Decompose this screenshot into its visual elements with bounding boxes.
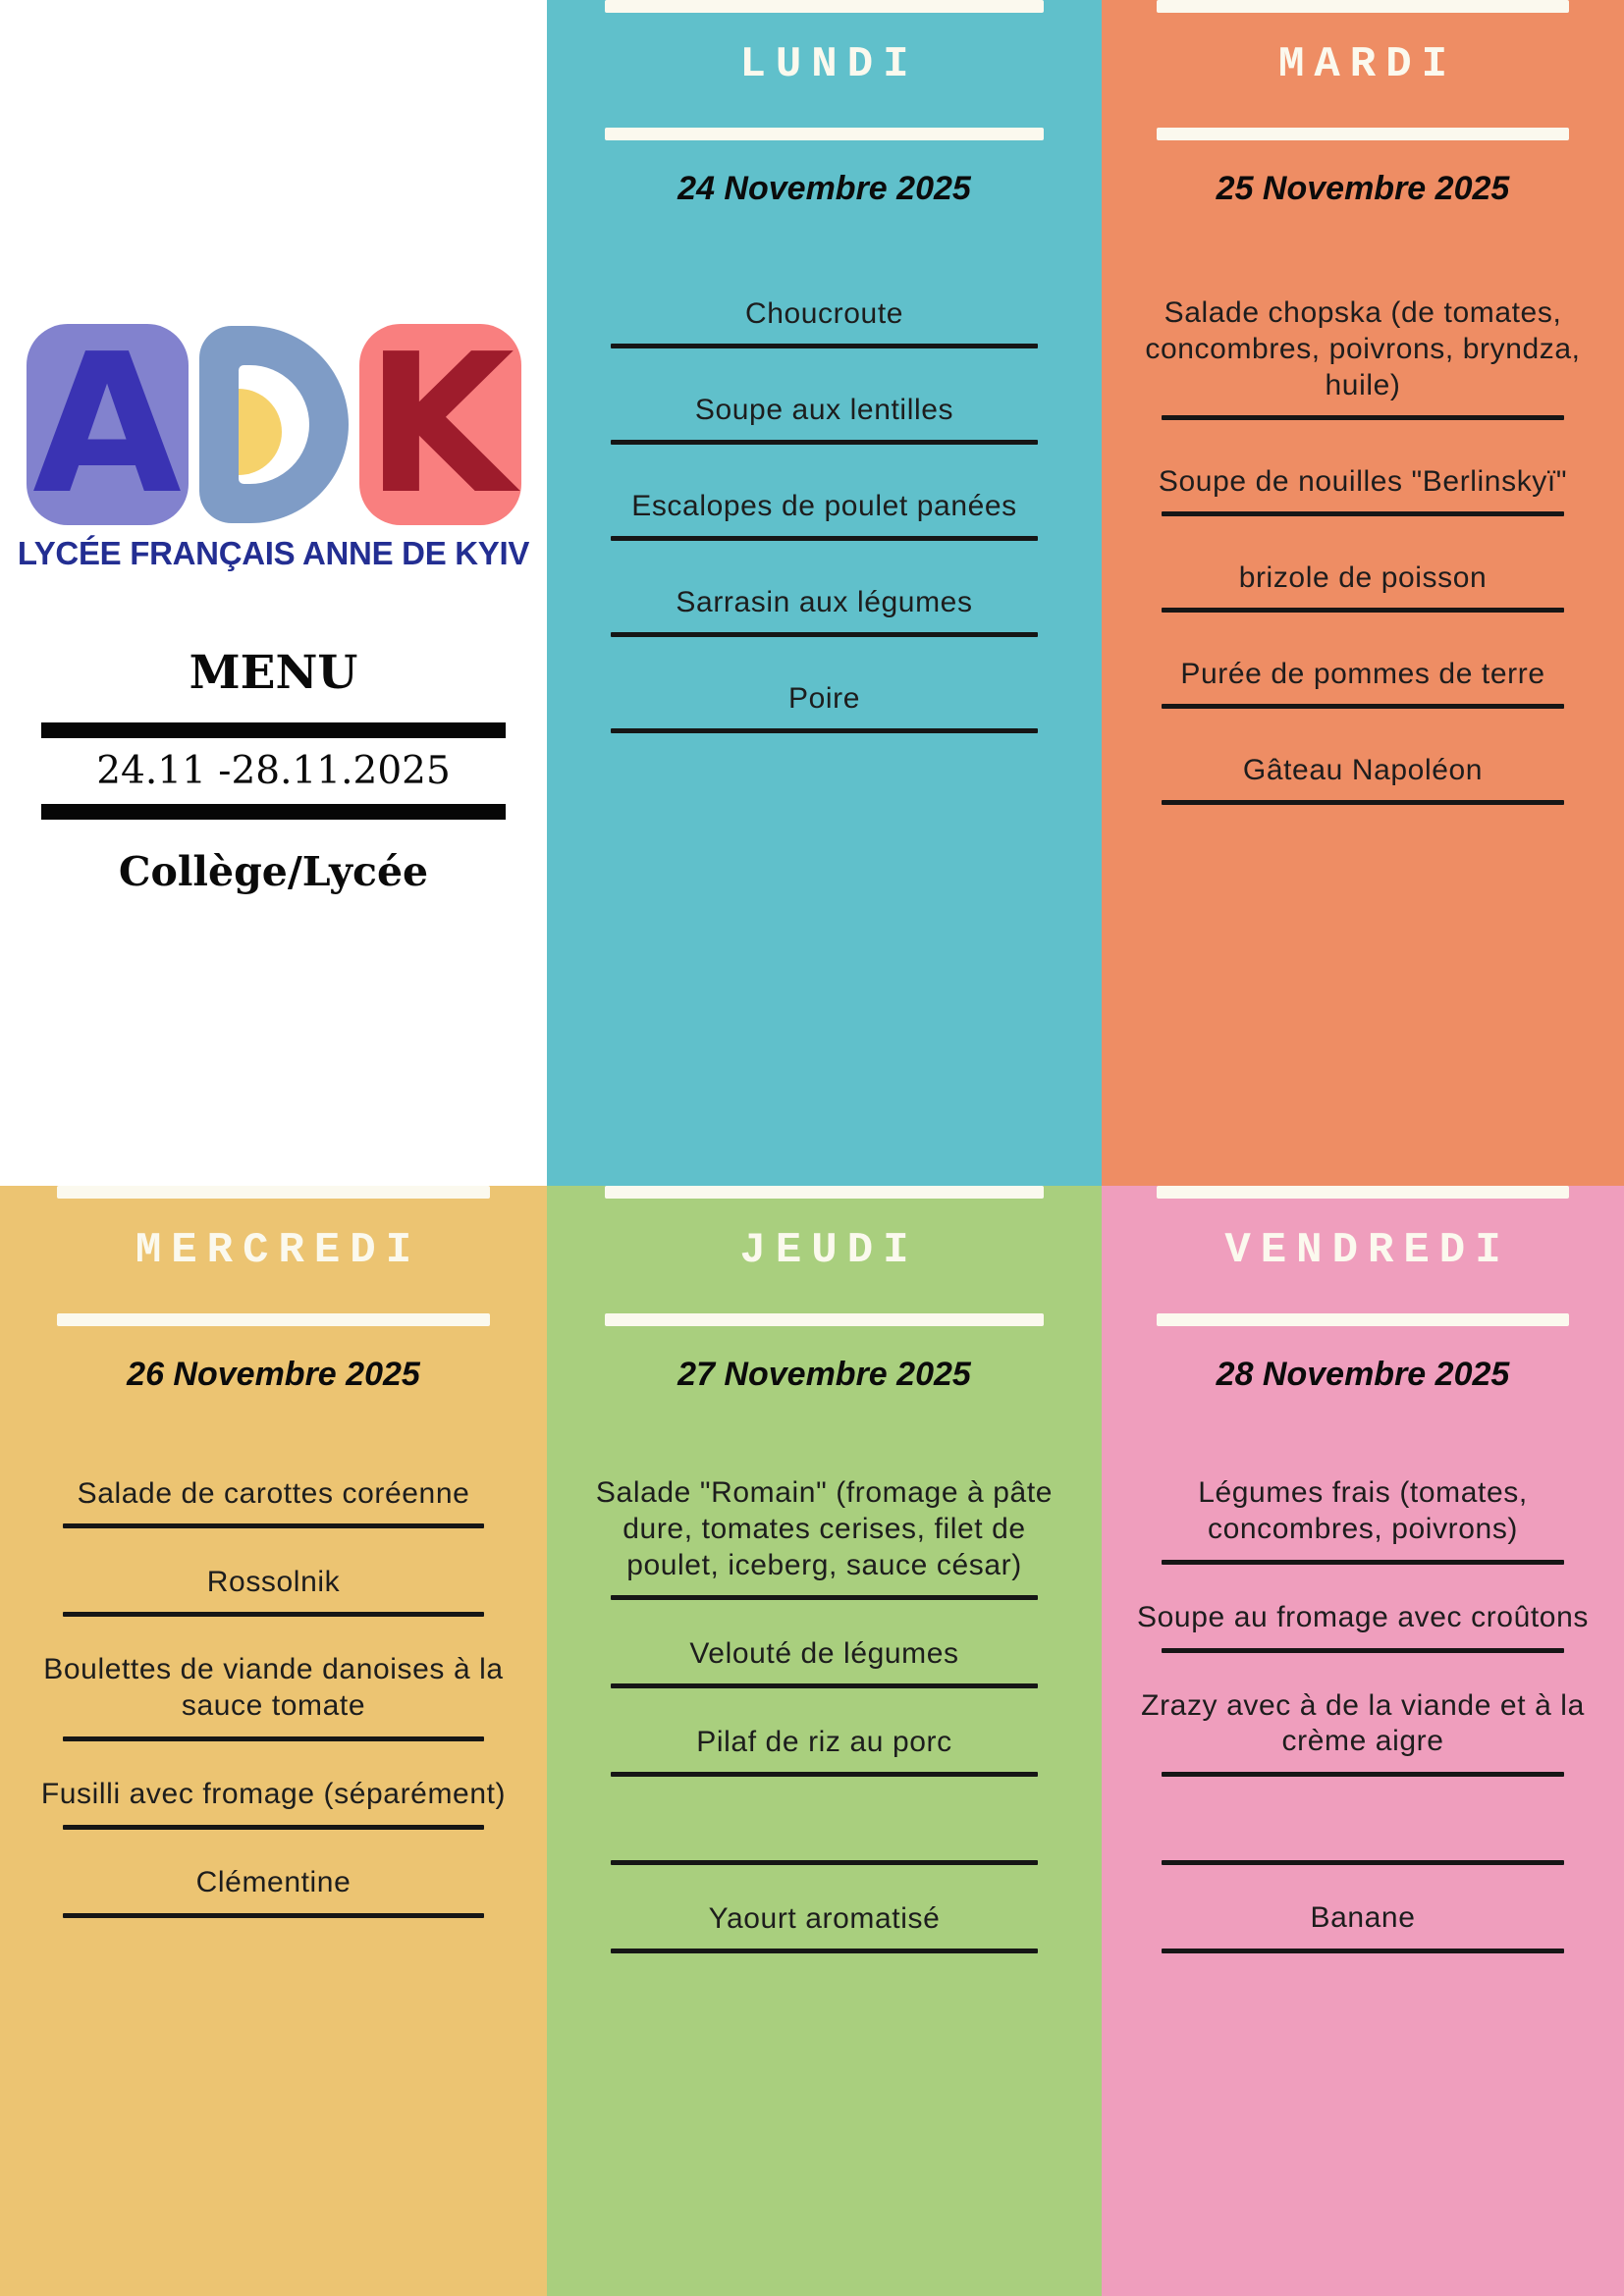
day-title-mardi: MARDI xyxy=(1277,40,1458,89)
menu-item-rule xyxy=(1162,415,1564,420)
menu-item xyxy=(1102,560,1624,613)
menu-item xyxy=(0,1865,547,1918)
menu-item-rule xyxy=(63,1523,484,1528)
menu-item-rule xyxy=(63,1825,484,1830)
day-date: 27 Novembre 2025 xyxy=(677,1356,971,1393)
menu-item-rule xyxy=(1162,1860,1564,1865)
day-title-vendredi: VENDREDI xyxy=(1224,1226,1511,1275)
menu-item-rule xyxy=(611,1595,1038,1600)
menu-item-text: Fusilli avec fromage (séparément) xyxy=(40,1777,507,1810)
menu-item-text: Banane xyxy=(1310,1901,1416,1935)
logo-letter-d xyxy=(199,324,349,525)
menu-item-text: Sarrasin aux légumes xyxy=(676,585,973,618)
menu-item-empty xyxy=(547,1812,1102,1865)
menu-item xyxy=(547,295,1102,348)
menu-item-text: Soupe de nouilles "Berlinskyï" xyxy=(1158,464,1568,498)
menu-item xyxy=(1102,463,1624,516)
menu-item xyxy=(1102,1600,1624,1653)
day-date: 28 Novembre 2025 xyxy=(1216,1356,1510,1393)
menu-item-rule xyxy=(1162,1648,1564,1653)
menu-items xyxy=(1102,295,1624,805)
menu-item-text: Boulettes de viande danoises à la sauce tomate xyxy=(43,1653,504,1722)
menu-item xyxy=(0,1564,547,1617)
menu-item-rule xyxy=(1162,704,1564,709)
menu-items xyxy=(547,1475,1102,1953)
menu-item-text: Choucroute xyxy=(744,296,904,330)
menu-item xyxy=(1102,752,1624,805)
day-date: 25 Novembre 2025 xyxy=(1216,170,1510,207)
menu-item xyxy=(0,1475,547,1528)
logo-letter-a-tile xyxy=(27,312,189,537)
menu-item xyxy=(1102,1475,1624,1564)
menu-item-rule xyxy=(1162,608,1564,613)
menu-item xyxy=(1102,295,1624,420)
school-logo xyxy=(0,312,547,537)
menu-item xyxy=(0,1777,547,1830)
panel-info xyxy=(0,0,547,1186)
menu-item-rule xyxy=(611,1772,1038,1777)
title-rule-top xyxy=(41,722,506,738)
menu-item-rule xyxy=(611,344,1038,348)
header-rule-top xyxy=(1157,1186,1569,1199)
menu-item-rule xyxy=(1162,1560,1564,1565)
menu-item-text: brizole de poisson xyxy=(1238,561,1488,594)
menu-items xyxy=(1102,1475,1624,1952)
menu-title-block xyxy=(0,645,547,896)
day-title-jeudi: JEUDI xyxy=(739,1226,919,1275)
menu-item-text: Poire xyxy=(787,681,861,715)
header-rule-top xyxy=(57,1186,489,1199)
menu-item-rule xyxy=(611,1860,1038,1865)
menu-item-text: Pilaf de riz au porc xyxy=(696,1725,952,1758)
panel-lundi xyxy=(547,0,1102,1186)
header-rule-bottom xyxy=(1157,1313,1569,1326)
menu-item xyxy=(547,1724,1102,1777)
menu-item xyxy=(547,680,1102,733)
day-title-lundi: LUNDI xyxy=(739,40,919,89)
day-title-mercredi: MERCREDI xyxy=(135,1226,422,1275)
menu-item-text: Velouté de légumes xyxy=(689,1636,959,1670)
week-range: 24.11 -28.11.2025 xyxy=(96,748,451,793)
header-rule-bottom xyxy=(605,128,1043,140)
header-rule-bottom xyxy=(1157,128,1569,140)
menu-item-text: Escalopes de poulet panées xyxy=(631,489,1017,522)
header-rule-bottom xyxy=(57,1313,489,1326)
header-rule-top xyxy=(605,0,1043,13)
menu-item-text: Soupe au fromage avec croûtons xyxy=(1137,1600,1589,1633)
menu-item xyxy=(1102,656,1624,709)
menu-item-text: Salade de carottes coréenne xyxy=(77,1476,470,1510)
menu-item-rule xyxy=(1162,1772,1564,1777)
school-name: LYCÉE FRANÇAIS ANNE DE KYIV xyxy=(17,535,530,571)
audience-label: Collège/Lycée xyxy=(118,848,429,896)
panel-mercredi xyxy=(0,1186,547,2296)
menu-item-empty xyxy=(1102,1812,1624,1865)
menu-item xyxy=(1102,1900,1624,1953)
menu-item-text: Salade chopska (de tomates, concombres, poivrons, bryndza, huile) xyxy=(1145,296,1581,401)
menu-item-rule xyxy=(611,536,1038,541)
menu-item-rule xyxy=(63,1913,484,1918)
menu-item-rule xyxy=(1162,1949,1564,1953)
menu-item-rule xyxy=(611,440,1038,445)
menu-item-rule xyxy=(1162,511,1564,516)
menu-items xyxy=(547,295,1102,733)
menu-item-text: Gâteau Napoléon xyxy=(1242,753,1484,786)
menu-item-text: Salade "Romain" (fromage à pâte dure, tomates cerises, filet de poulet, iceberg, sauce césar) xyxy=(595,1476,1054,1581)
menu-item-rule xyxy=(1162,800,1564,805)
menu-item-rule xyxy=(611,728,1038,733)
menu-item-text: Soupe aux lentilles xyxy=(694,393,954,426)
day-date: 24 Novembre 2025 xyxy=(677,170,971,207)
header-rule-top xyxy=(605,1186,1043,1199)
menu-item xyxy=(547,1635,1102,1688)
title-rule-bottom xyxy=(41,804,506,820)
menu-item xyxy=(1102,1688,1624,1777)
menu-item-text: Clémentine xyxy=(195,1865,352,1898)
day-date: 26 Novembre 2025 xyxy=(127,1356,420,1393)
menu-items xyxy=(0,1475,547,1917)
panel-jeudi xyxy=(547,1186,1102,2296)
logo-letter-k-tile xyxy=(359,312,521,537)
menu-item-rule xyxy=(611,1683,1038,1688)
menu-item-text xyxy=(580,1812,1068,1848)
panel-mardi xyxy=(1102,0,1624,1186)
menu-item-text: Zrazy avec à de la viande et à la crème aigre xyxy=(1141,1688,1585,1758)
menu-item-text: Rossolnik xyxy=(206,1565,341,1598)
menu-item xyxy=(547,584,1102,637)
menu-item-text: Yaourt aromatisé xyxy=(708,1901,941,1935)
menu-item-rule xyxy=(63,1612,484,1617)
logo-letter-k: K xyxy=(365,312,514,537)
menu-item xyxy=(547,488,1102,541)
header-rule-bottom xyxy=(605,1313,1043,1326)
menu-item xyxy=(547,392,1102,445)
menu-item-rule xyxy=(611,1949,1038,1953)
menu-item xyxy=(547,1900,1102,1953)
menu-item xyxy=(0,1652,547,1740)
menu-item-rule xyxy=(611,632,1038,637)
menu-item-text: Purée de pommes de terre xyxy=(1180,657,1545,690)
menu-item-text: Légumes frais (tomates, concombres, poivrons) xyxy=(1198,1476,1528,1545)
header-rule-top xyxy=(1157,0,1569,13)
menu-item-text xyxy=(1133,1812,1593,1848)
menu-title: MENU xyxy=(189,645,358,700)
panel-vendredi xyxy=(1102,1186,1624,2296)
menu-item-rule xyxy=(63,1736,484,1741)
logo-letter-a: A xyxy=(32,312,182,537)
menu-item xyxy=(547,1475,1102,1600)
